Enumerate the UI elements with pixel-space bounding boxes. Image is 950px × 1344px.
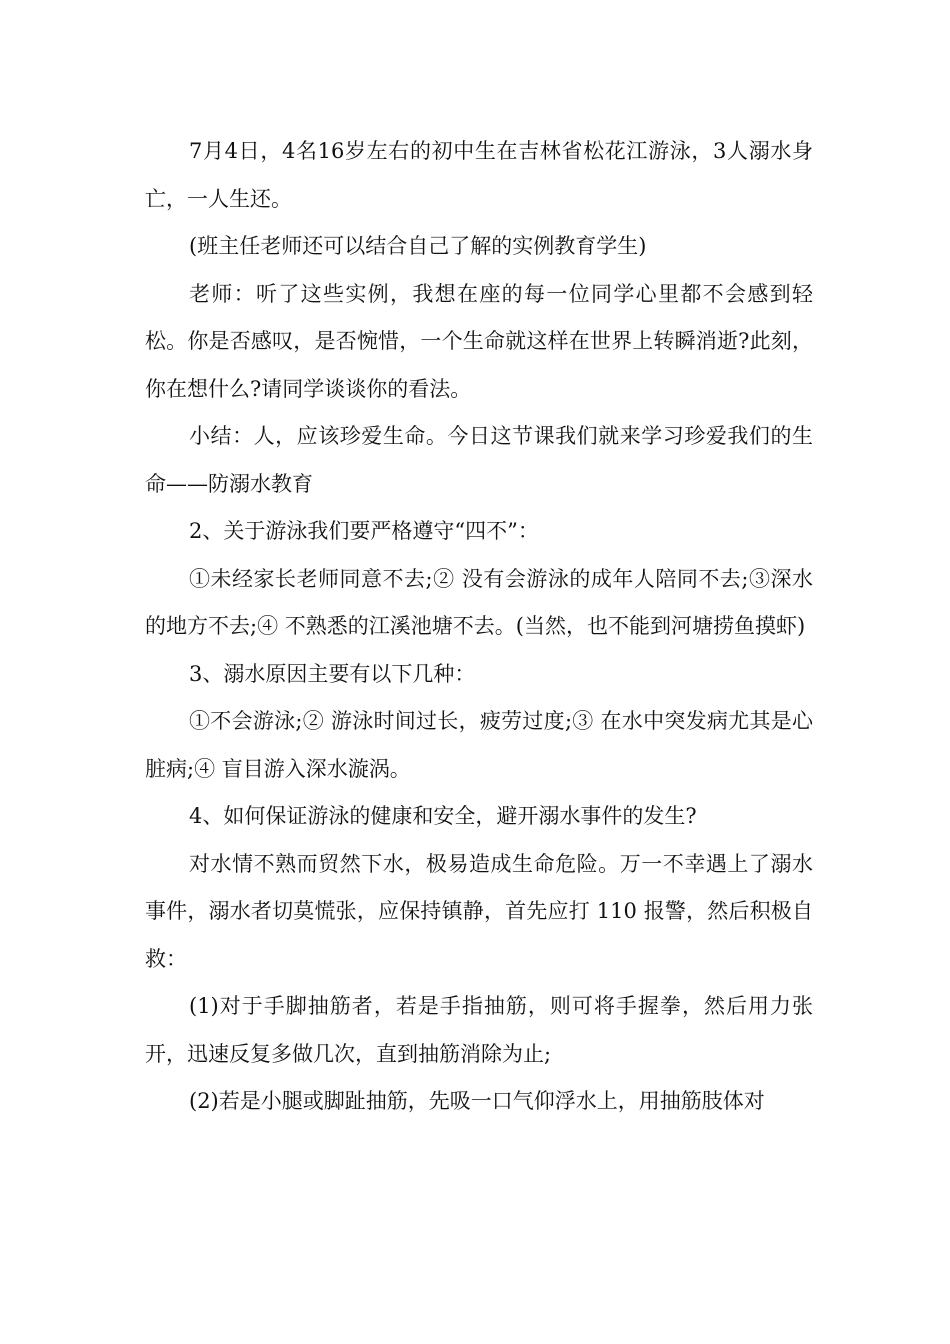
paragraph-drowning-causes: ①不会游泳;② 游泳时间过长，疲劳过度;③ 在水中突发病尤其是心脏病;④ 盲目游入深水漩涡。 [145,709,813,781]
paragraph-hand-cramp: (1)对于手脚抽筋者，若是手指抽筋，则可将手握拳，然后用力张开，迅速反复多做几次，直到抽筋消除为止; [145,994,813,1066]
heading-safety: 4、如何保证游泳的健康和安全，避开溺水事件的发生? [189,804,697,828]
paragraph-self-rescue: 对水情不熟而贸然下水，极易造成生命危险。万一不幸遇上了溺水事件，溺水者切莫慌张，应保持镇静，首先应打 110 报警，然后积极自救： [145,851,813,971]
paragraph-leg-cramp: (2)若是小腿或脚趾抽筋，先吸一口气仰浮水上，用抽筋肢体对 [189,1089,765,1113]
paragraph-incident: 7月4日，4名16岁左右的初中生在吉林省松花江游泳，3人溺水身亡，一人生还。 [145,139,813,211]
heading-drowning-causes: 3、溺水原因主要有以下几种： [189,661,476,686]
paragraph-summary: 小结：人，应该珍爱生命。今日这节课我们就来学习珍爱我们的生命——防溺水教育 [145,424,813,496]
document-body [145,128,813,1126]
paragraph-teacher-question: 老师：听了这些实例，我想在座的每一位同学心里都不会感到轻松。你是否感叹，是否惋惜，一个生命就这样在世界上转瞬消逝?此刻，你在想什么?请同学谈谈你的看法。 [145,281,813,401]
heading-four-rules: 2、关于游泳我们要严格遵守“四不”： [189,519,539,543]
paragraph-teacher-note: (班主任老师还可以结合自己了解的实例教育学生) [189,234,647,258]
paragraph-four-rules: ①未经家长老师同意不去;② 没有会游泳的成年人陪同不去;③深水的地方不去;④ 不熟悉的江溪池塘不去。(当然，也不能到河塘捞鱼摸虾) [145,566,813,638]
